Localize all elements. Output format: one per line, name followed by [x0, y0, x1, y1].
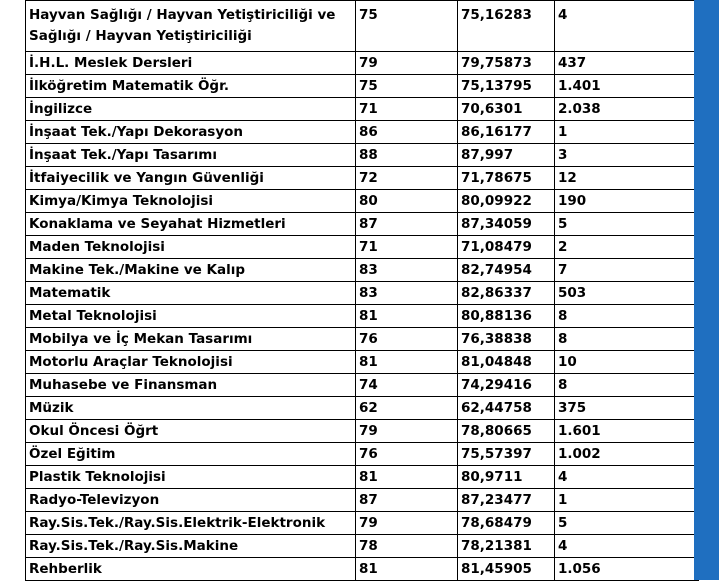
cell-branch-name: İtfaiyecilik ve Yangın Güvenliği	[26, 167, 356, 190]
cell-score: 86	[356, 121, 458, 144]
cell-average: 80,9711	[458, 466, 555, 489]
cell-branch-name: İnşaat Tek./Yapı Tasarımı	[26, 144, 356, 167]
cell-score: 87	[356, 489, 458, 512]
cell-average: 62,44758	[458, 397, 555, 420]
cell-count: 1.002	[555, 443, 699, 466]
cell-count: 1.056	[555, 558, 699, 581]
cell-count: 1	[555, 489, 699, 512]
table-row	[26, 443, 699, 466]
cell-count: 1.601	[555, 420, 699, 443]
cell-count: 1.401	[555, 75, 699, 98]
cell-count: 190	[555, 190, 699, 213]
cell-branch-name: Ray.Sis.Tek./Ray.Sis.Makine	[26, 535, 356, 558]
cell-count: 7	[555, 259, 699, 282]
cell-average: 76,38838	[458, 328, 555, 351]
cell-score: 75	[356, 75, 458, 98]
table-row	[26, 1, 699, 52]
cell-score: 71	[356, 236, 458, 259]
right-accent-bar	[694, 0, 719, 580]
cell-branch-name: Rehberlik	[26, 558, 356, 581]
cell-count: 4	[555, 535, 699, 558]
cell-average: 78,68479	[458, 512, 555, 535]
cell-count: 2	[555, 236, 699, 259]
cell-branch-name: Makine Tek./Makine ve Kalıp	[26, 259, 356, 282]
cell-average: 71,08479	[458, 236, 555, 259]
table-row	[26, 98, 699, 121]
cell-branch-name: Matematik	[26, 282, 356, 305]
cell-branch-name: İlköğretim Matematik Öğr.	[26, 75, 356, 98]
cell-score: 72	[356, 167, 458, 190]
table-body	[26, 1, 699, 581]
cell-score: 81	[356, 558, 458, 581]
cell-score: 71	[356, 98, 458, 121]
table-row	[26, 75, 699, 98]
table-row	[26, 535, 699, 558]
cell-score: 79	[356, 52, 458, 75]
cell-score: 83	[356, 282, 458, 305]
cell-average: 75,13795	[458, 75, 555, 98]
cell-branch-name: Radyo-Televizyon	[26, 489, 356, 512]
table-row	[26, 305, 699, 328]
cell-count: 10	[555, 351, 699, 374]
table-row	[26, 351, 699, 374]
cell-branch-name: İnşaat Tek./Yapı Dekorasyon	[26, 121, 356, 144]
cell-branch-name: Plastik Teknolojisi	[26, 466, 356, 489]
cell-score: 83	[356, 259, 458, 282]
cell-average: 80,88136	[458, 305, 555, 328]
cell-score: 62	[356, 397, 458, 420]
table-row	[26, 374, 699, 397]
table-row	[26, 466, 699, 489]
cell-score: 76	[356, 328, 458, 351]
cell-count: 12	[555, 167, 699, 190]
table-row	[26, 282, 699, 305]
cell-count: 5	[555, 512, 699, 535]
table-row	[26, 167, 699, 190]
cell-average: 70,6301	[458, 98, 555, 121]
cell-average: 78,21381	[458, 535, 555, 558]
table-row	[26, 213, 699, 236]
cell-count: 375	[555, 397, 699, 420]
cell-count: 8	[555, 374, 699, 397]
cell-count: 5	[555, 213, 699, 236]
cell-branch-name: Ray.Sis.Tek./Ray.Sis.Elektrik-Elektronik	[26, 512, 356, 535]
cell-average: 81,04848	[458, 351, 555, 374]
cell-branch-name: Okul Öncesi Öğrt	[26, 420, 356, 443]
cell-score: 75	[356, 1, 458, 52]
cell-average: 71,78675	[458, 167, 555, 190]
cell-score: 81	[356, 305, 458, 328]
cell-count: 8	[555, 305, 699, 328]
cell-score: 81	[356, 466, 458, 489]
table-row	[26, 489, 699, 512]
cell-branch-name: Muhasebe ve Finansman	[26, 374, 356, 397]
cell-average: 74,29416	[458, 374, 555, 397]
cell-branch-name: Özel Eğitim	[26, 443, 356, 466]
cell-average: 82,86337	[458, 282, 555, 305]
cell-branch-name: İngilizce	[26, 98, 356, 121]
table-row	[26, 190, 699, 213]
cell-average: 86,16177	[458, 121, 555, 144]
cell-score: 80	[356, 190, 458, 213]
cell-branch-name: Motorlu Araçlar Teknolojisi	[26, 351, 356, 374]
cell-count: 503	[555, 282, 699, 305]
cell-score: 76	[356, 443, 458, 466]
table-row	[26, 52, 699, 75]
cell-count: 4	[555, 1, 699, 52]
cell-count: 437	[555, 52, 699, 75]
table-row	[26, 236, 699, 259]
cell-score: 87	[356, 213, 458, 236]
cell-score: 78	[356, 535, 458, 558]
data-table	[25, 0, 699, 581]
cell-average: 87,23477	[458, 489, 555, 512]
table-row	[26, 121, 699, 144]
cell-average: 78,80665	[458, 420, 555, 443]
cell-score: 79	[356, 420, 458, 443]
cell-score: 74	[356, 374, 458, 397]
cell-count: 2.038	[555, 98, 699, 121]
table-row	[26, 259, 699, 282]
table-row	[26, 397, 699, 420]
cell-branch-name: Konaklama ve Seyahat Hizmetleri	[26, 213, 356, 236]
cell-count: 1	[555, 121, 699, 144]
table-row	[26, 328, 699, 351]
cell-score: 79	[356, 512, 458, 535]
cell-branch-name: Metal Teknolojisi	[26, 305, 356, 328]
cell-average: 79,75873	[458, 52, 555, 75]
cell-average: 87,34059	[458, 213, 555, 236]
table-row	[26, 144, 699, 167]
table-row	[26, 512, 699, 535]
cell-count: 8	[555, 328, 699, 351]
cell-branch-name: Müzik	[26, 397, 356, 420]
cell-branch-name: İ.H.L. Meslek Dersleri	[26, 52, 356, 75]
cell-branch-name: Mobilya ve İç Mekan Tasarımı	[26, 328, 356, 351]
cell-average: 75,57397	[458, 443, 555, 466]
cell-count: 4	[555, 466, 699, 489]
cell-branch-name: Kimya/Kimya Teknolojisi	[26, 190, 356, 213]
cell-average: 80,09922	[458, 190, 555, 213]
cell-average: 81,45905	[458, 558, 555, 581]
cell-score: 81	[356, 351, 458, 374]
table-row	[26, 420, 699, 443]
table-row	[26, 558, 699, 581]
cell-average: 82,74954	[458, 259, 555, 282]
cell-score: 88	[356, 144, 458, 167]
cell-average: 87,997	[458, 144, 555, 167]
cell-branch-name: Maden Teknolojisi	[26, 236, 356, 259]
cell-average: 75,16283	[458, 1, 555, 52]
cell-branch-name: Hayvan Sağlığı / Hayvan Yetiştiriciliği ve Sağlığı / Hayvan Yetiştiriciliği	[26, 1, 356, 52]
cell-count: 3	[555, 144, 699, 167]
